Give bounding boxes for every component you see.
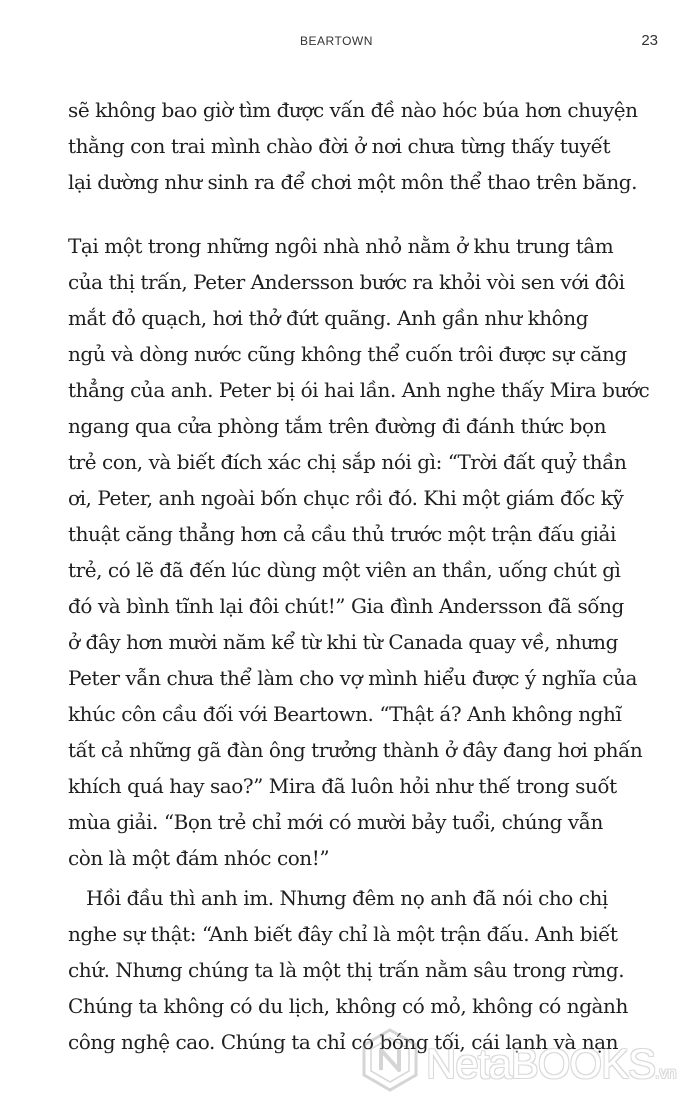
text-line: thẳng của anh. Peter bị ói hai lần. Anh nghe thấy Mira bước	[68, 378, 650, 402]
watermark-brand: NetaBOOKS	[426, 1040, 656, 1087]
text-line: trẻ con, và biết đích xác chị sắp nói gì: “Trời đất quỷ thần	[68, 450, 627, 474]
text-line: còn là một đám nhóc con!”	[68, 846, 330, 870]
text-line: mắt đỏ quạch, hơi thở đứt quãng. Anh gần như không	[68, 306, 589, 330]
text-line: lại dường như sinh ra để chơi một môn thể thao trên băng.	[68, 170, 638, 194]
text-line: sẽ không bao giờ tìm được vấn đề nào hóc búa hơn chuyện	[68, 98, 638, 122]
book-title: BEARTOWN	[300, 34, 373, 48]
text-line: Hồi đầu thì anh im. Nhưng đêm nọ anh đã nói cho chị	[86, 886, 608, 910]
netabooks-logo-icon	[360, 1028, 420, 1096]
text-line: Peter vẫn chưa thể làm cho vợ mình hiểu được ý nghĩa của	[68, 666, 637, 690]
text-line: thằng con trai mình chào đời ở nơi chưa từng thấy tuyết	[68, 134, 611, 158]
text-line: trẻ, có lẽ đã đến lúc dùng một viên an thần, uống chút gì	[68, 558, 621, 582]
text-line: ở đây hơn mười năm kể từ khi từ Canada quay về, nhưng	[68, 630, 618, 654]
text-line: Tại một trong những ngôi nhà nhỏ nằm ở khu trung tâm	[68, 234, 614, 258]
text-line: ơi, Peter, anh ngoài bốn chục rồi đó. Khi một giám đốc kỹ	[68, 486, 624, 510]
text-line: nghe sự thật: “Anh biết đây chỉ là một trận đấu. Anh biết	[68, 922, 618, 946]
text-line: Chúng ta không có du lịch, không có mỏ, không có ngành	[68, 994, 628, 1018]
text-line: mùa giải. “Bọn trẻ chỉ mới có mười bảy tuổi, chúng vẫn	[68, 810, 603, 834]
netabooks-watermark	[360, 1022, 695, 1112]
text-line: khích quá hay sao?” Mira đã luôn hỏi như thế trong suốt	[68, 774, 617, 798]
watermark-text	[426, 1040, 676, 1088]
text-line: tất cả những gã đàn ông trưởng thành ở đây đang hơi phấn	[68, 738, 643, 762]
page-number: 23	[641, 32, 658, 49]
text-line: của thị trấn, Peter Andersson bước ra khỏi vòi sen với đôi	[68, 270, 625, 294]
text-line: đó và bình tĩnh lại đôi chút!” Gia đình Andersson đã sống	[68, 594, 624, 618]
text-line: khúc côn cầu đối với Beartown. “Thật á? Anh không nghĩ	[68, 702, 622, 726]
watermark-suffix: .vn	[655, 1065, 677, 1082]
text-line: ngủ và dòng nước cũng không thể cuốn trôi được sự căng	[68, 342, 627, 366]
text-line: công nghệ cao. Chúng ta chỉ có bóng tối, cái lạnh và nạn	[68, 1030, 619, 1054]
text-line: chứ. Nhưng chúng ta là một thị trấn nằm sâu trong rừng.	[68, 958, 625, 982]
text-line: thuật căng thẳng hơn cả cầu thủ trước một trận đấu giải	[68, 522, 616, 546]
text-line: ngang qua cửa phòng tắm trên đường đi đánh thức bọn	[68, 414, 606, 438]
running-head	[0, 34, 700, 54]
